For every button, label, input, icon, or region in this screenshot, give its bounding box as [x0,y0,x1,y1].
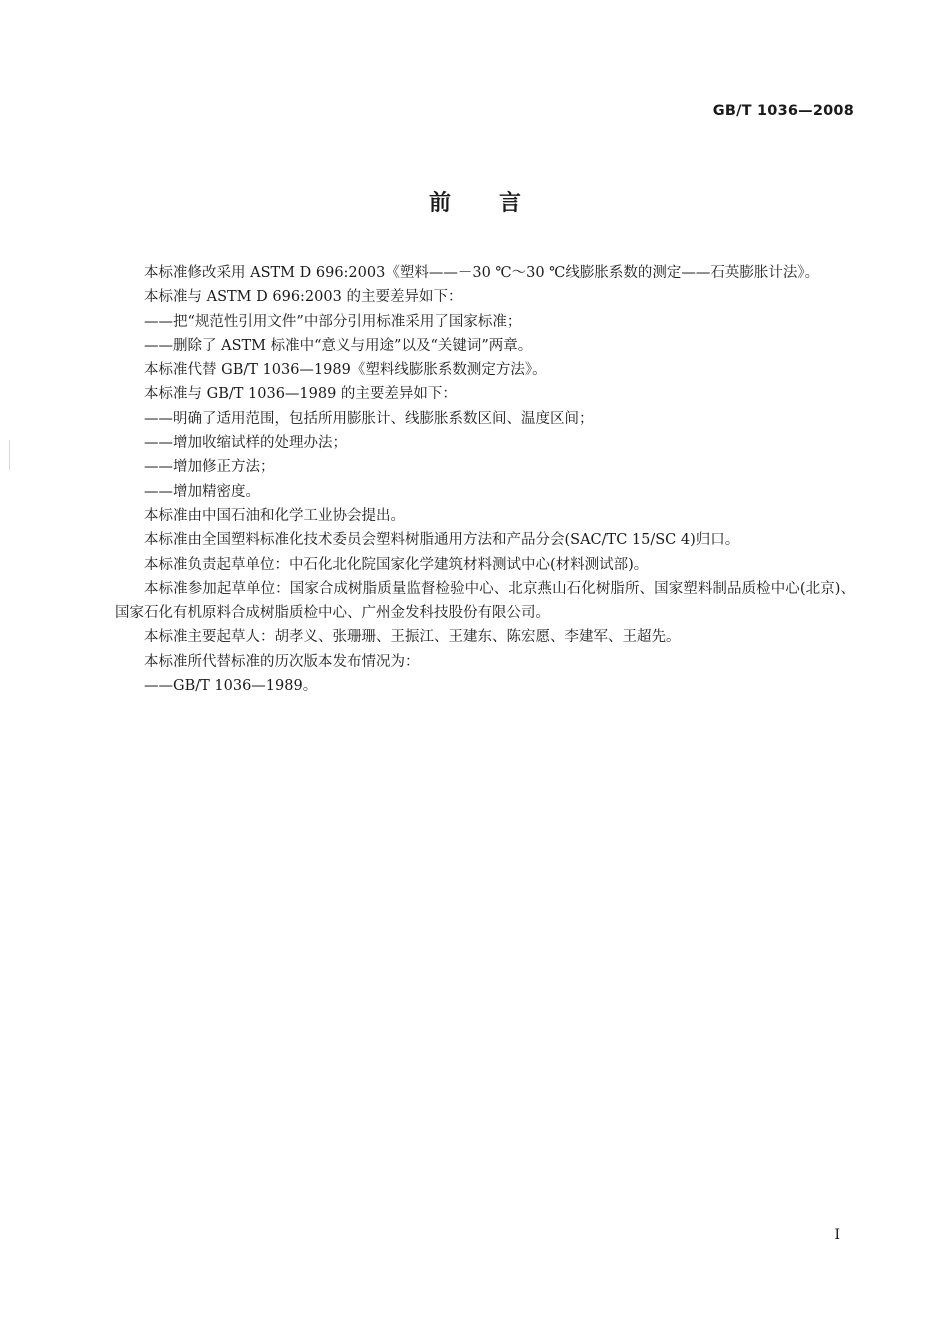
foreword-body [115,261,855,698]
list-item: ——明确了适用范围，包括所用膨胀计、线膨胀系数区间、温度区间； [144,410,594,427]
list-item: ——增加修正方法； [144,459,275,476]
list-item: ——GB/T 1036—1989。 [144,678,318,695]
scan-edge-mark [9,440,10,470]
paragraph: 本标准代替 GB/T 1036—1989《塑料线膨胀系数测定方法》。 [144,362,547,379]
list-item: ——把“规范性引用文件”中部分引用标准采用了国家标准； [144,313,522,330]
paragraph: 本标准与 GB/T 1036—1989 的主要差异如下： [144,386,457,403]
paragraph: 本标准所代替标准的历次版本发布情况为： [144,653,420,670]
paragraph: 本标准由中国石油和化学工业协会提出。 [144,507,405,524]
paragraph: 本标准修改采用 ASTM D 696:2003《塑料——－30 ℃～30 ℃线膨胀系数的测定——石英膨胀计法》。 [144,265,820,281]
paragraph: 本标准负责起草单位：中石化北化院国家化学建筑材料测试中心(材料测试部)。 [144,556,649,573]
paragraph: 本标准与 ASTM D 696:2003 的主要差异如下： [144,289,463,306]
page-number: I [834,1227,840,1243]
list-item: ——删除了 ASTM 标准中“意义与用途”以及“关键词”两章。 [144,337,533,354]
paragraph: 本标准主要起草人：胡孝义、张珊珊、王振江、王建东、陈宏愿、李建军、王超先。 [144,629,681,646]
paragraph: 本标准由全国塑料标准化技术委员会塑料树脂通用方法和产品分会(SAC/TC 15/SC 4)归口。 [144,532,740,549]
standard-number: GB/T 1036—2008 [712,103,854,119]
list-item: ——增加收缩试样的处理办法； [144,435,347,452]
page-title: 前言 [428,191,569,216]
paragraph: 本标准参加起草单位：国家合成树脂质量监督检验中心、北京燕山石化树脂所、国家塑料制品质检中心(北京)、国家石化有机原料合成树脂质检中心、广州金发科技股份有限公司。 [115,580,855,622]
list-item: ——增加精密度。 [144,483,260,500]
